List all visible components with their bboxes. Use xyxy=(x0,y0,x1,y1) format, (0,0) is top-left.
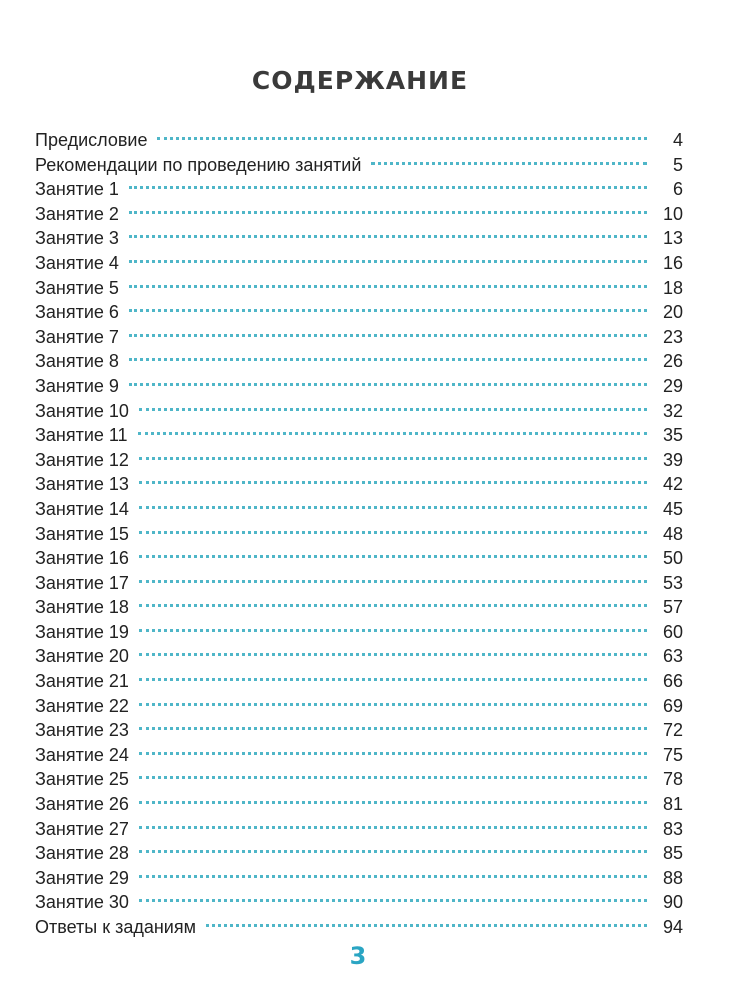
toc-leader-dots xyxy=(139,408,647,411)
toc-entry xyxy=(35,595,683,620)
toc-entry xyxy=(35,177,683,202)
toc-entry xyxy=(35,743,683,768)
toc-entry-label: Занятие 5 xyxy=(35,277,119,298)
toc-entry-page: 57 xyxy=(662,597,683,618)
toc-leader-dots xyxy=(129,186,647,189)
toc-leader-dots xyxy=(129,334,647,337)
toc-entry xyxy=(35,448,683,473)
toc-entry-label: Занятие 15 xyxy=(35,523,129,544)
toc-leader-dots xyxy=(129,383,647,386)
toc-entry-page: 42 xyxy=(662,474,683,495)
toc-leader-dots xyxy=(129,309,647,312)
toc-entry-page: 4 xyxy=(672,130,683,150)
toc-entry xyxy=(35,226,683,251)
toc-leader-dots xyxy=(139,801,647,804)
toc-entry-page: 75 xyxy=(662,744,683,765)
toc-entry xyxy=(35,817,683,842)
page-number: 3 xyxy=(349,942,367,970)
toc-leader-dots xyxy=(157,137,647,140)
toc-entry-page: 18 xyxy=(662,277,683,298)
toc-leader-dots xyxy=(139,481,647,484)
toc-entry xyxy=(35,497,683,522)
toc-entry xyxy=(35,841,683,866)
toc-entry-page: 94 xyxy=(662,917,683,937)
toc-leader-dots xyxy=(138,432,647,435)
toc-leader-dots xyxy=(129,285,647,288)
toc-entry xyxy=(35,423,683,448)
toc-leader-dots xyxy=(139,629,647,632)
toc-entry-label: Занятие 12 xyxy=(35,449,129,470)
toc-leader-dots xyxy=(139,899,647,902)
toc-entry-label: Занятие 17 xyxy=(35,572,129,593)
toc-entry-label: Занятие 16 xyxy=(35,548,129,569)
toc-entry xyxy=(35,669,683,694)
toc-entry-label: Занятие 9 xyxy=(35,375,119,396)
toc-leader-dots xyxy=(139,752,647,755)
toc-entry-page: 23 xyxy=(662,326,683,347)
toc-leader-dots xyxy=(139,580,647,583)
toc-entry-label: Занятие 11 xyxy=(35,425,128,446)
toc-leader-dots xyxy=(139,604,647,607)
toc-entry-label: Занятие 7 xyxy=(35,326,119,347)
toc-entry-label: Занятие 8 xyxy=(35,351,119,372)
toc-entry xyxy=(35,571,683,596)
toc-entry-label: Занятие 26 xyxy=(35,794,129,815)
toc-entry-label: Занятие 23 xyxy=(35,720,129,741)
toc-entry-label: Занятие 13 xyxy=(35,474,129,495)
toc-entry xyxy=(35,349,683,374)
toc-entry xyxy=(35,374,683,399)
toc-entry-label: Занятие 1 xyxy=(35,179,119,200)
toc-entry-page: 10 xyxy=(662,203,683,224)
toc-entry xyxy=(35,866,683,891)
toc-entry-page: 35 xyxy=(662,425,683,446)
toc-entry-page: 88 xyxy=(662,867,683,888)
toc-entry xyxy=(35,399,683,424)
toc-entry-page: 48 xyxy=(662,523,683,544)
toc-entry-label: Занятие 18 xyxy=(35,597,129,618)
toc-leader-dots xyxy=(139,703,647,706)
toc-entry-label: Занятие 22 xyxy=(35,695,129,716)
toc-entry-label: Предисловие xyxy=(35,130,148,150)
toc-leader-dots xyxy=(139,506,647,509)
toc-entry xyxy=(35,644,683,669)
toc-entry-label: Рекомендации по проведению занятий xyxy=(35,154,362,175)
toc-entry-label: Занятие 28 xyxy=(35,843,129,864)
toc-leader-dots xyxy=(139,555,647,558)
toc-entry xyxy=(35,251,683,276)
toc-entry-page: 85 xyxy=(662,843,683,864)
toc-entry-label: Занятие 20 xyxy=(35,646,129,667)
toc-leader-dots xyxy=(371,162,647,165)
toc-entry-page: 50 xyxy=(662,548,683,569)
toc-leader-dots xyxy=(129,235,647,238)
toc-entry xyxy=(35,300,683,325)
toc-entry-label: Занятие 24 xyxy=(35,744,129,765)
toc-entry-page: 5 xyxy=(672,154,683,175)
toc-entry-page: 66 xyxy=(662,671,683,692)
toc-entry-page: 29 xyxy=(662,375,683,396)
toc-leader-dots xyxy=(139,826,647,829)
toc-leader-dots xyxy=(129,260,647,263)
toc-entry xyxy=(35,276,683,301)
toc-entry-label: Занятие 6 xyxy=(35,302,119,323)
toc-entry xyxy=(35,718,683,743)
toc-entry-page: 69 xyxy=(662,695,683,716)
toc-entry xyxy=(35,620,683,645)
toc-entry-page: 53 xyxy=(662,572,683,593)
toc-entry-page: 32 xyxy=(662,400,683,421)
toc-entry xyxy=(35,128,683,153)
toc-entry-label: Занятие 4 xyxy=(35,252,119,273)
toc-leader-dots xyxy=(129,211,647,214)
toc-entry-page: 45 xyxy=(662,498,683,519)
toc-entry-label: Занятие 27 xyxy=(35,818,129,839)
toc-leader-dots xyxy=(139,850,647,853)
toc-entry-label: Занятие 29 xyxy=(35,867,129,888)
toc-entry xyxy=(35,202,683,227)
toc-entry-page: 20 xyxy=(662,302,683,323)
toc-entry xyxy=(35,546,683,571)
toc-entry-page: 26 xyxy=(662,351,683,372)
toc-entry xyxy=(35,472,683,497)
table-of-contents xyxy=(35,128,683,940)
toc-entry-page: 39 xyxy=(662,449,683,470)
toc-entry xyxy=(35,915,683,940)
toc-entry-page: 72 xyxy=(662,720,683,741)
toc-entry-label: Занятие 2 xyxy=(35,203,119,224)
toc-leader-dots xyxy=(206,924,647,927)
toc-entry-label: Занятие 19 xyxy=(35,621,129,642)
toc-entry xyxy=(35,792,683,817)
toc-entry-page: 83 xyxy=(662,818,683,839)
toc-entry-page: 60 xyxy=(662,621,683,642)
toc-entry-page: 90 xyxy=(662,892,683,913)
toc-entry-page: 6 xyxy=(672,179,683,200)
toc-entry xyxy=(35,694,683,719)
toc-leader-dots xyxy=(129,358,647,361)
toc-entry-page: 78 xyxy=(662,769,683,790)
toc-entry-label: Занятие 3 xyxy=(35,228,119,249)
toc-entry-page: 16 xyxy=(662,252,683,273)
toc-leader-dots xyxy=(139,678,647,681)
page-title: СОДЕРЖАНИЕ xyxy=(251,66,469,95)
toc-entry xyxy=(35,153,683,178)
toc-entry xyxy=(35,522,683,547)
toc-entry xyxy=(35,325,683,350)
toc-entry-label: Занятие 25 xyxy=(35,769,129,790)
toc-entry-label: Занятие 14 xyxy=(35,498,129,519)
toc-entry xyxy=(35,767,683,792)
toc-leader-dots xyxy=(139,457,647,460)
toc-entry-label: Занятие 21 xyxy=(35,671,129,692)
toc-entry-page: 81 xyxy=(662,794,683,815)
toc-entry xyxy=(35,890,683,915)
toc-entry-label: Занятие 30 xyxy=(35,892,129,913)
toc-entry-page: 63 xyxy=(662,646,683,667)
toc-entry-page: 13 xyxy=(662,228,683,249)
toc-leader-dots xyxy=(139,653,647,656)
toc-entry-label: Ответы к заданиям xyxy=(35,917,196,937)
toc-leader-dots xyxy=(139,776,647,779)
toc-leader-dots xyxy=(139,531,647,534)
toc-leader-dots xyxy=(139,875,647,878)
toc-leader-dots xyxy=(139,727,647,730)
toc-entry-label: Занятие 10 xyxy=(35,400,129,421)
